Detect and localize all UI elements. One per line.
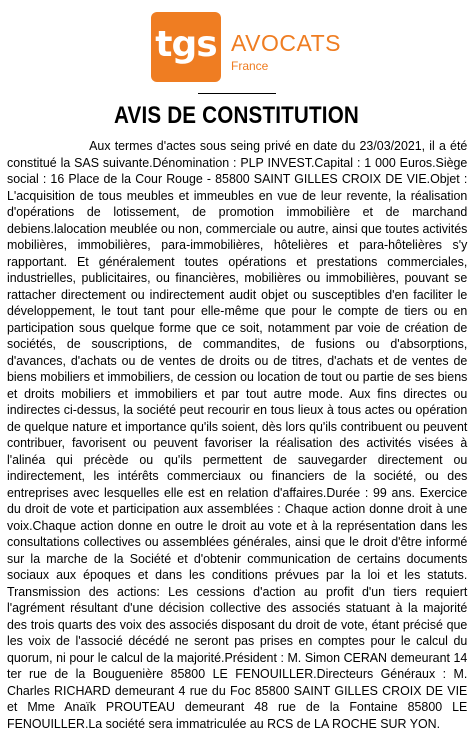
- tgs-logo-mark: [151, 12, 221, 82]
- logo-country: France: [231, 59, 269, 73]
- logo-firm-name: AVOCATS: [231, 30, 341, 56]
- tgs-avocats-logo: [151, 12, 341, 82]
- notice-body: Aux termes d'actes sous seing privé en date du 23/03/2021, il a été constitué la SAS suivante.Dénomination : PLP INVEST.Capital : 1 000 Euros.Siège social : 16 Place de la Cour Rouge - 85800 SAINT GILLES CROIX DE VIE.Objet : L'acquisition de tous meubles et immeubles en vue de leur revente, la réalisation d'opérations de lotissement, de promotion immobilière et de marchand debiens.lalocation meublée ou non, commerciale ou autre, ainsi que toutes activités mobilières, immobilières, para-immobilières, hôtelières et para-hôtelières s'y rapportant. Et généralement toutes opérations et prestations commerciales, industrielles, publicitaires, ou financières, mobilières ou immobilières, pouvant se rattacher directement ou indirectement audit objet ou susceptibles d'en faciliter le développement, le tout tant pour elle-même que pour le compte de tiers ou en participation sous quelque forme que ce soit, notamment par voie de création de sociétés, de souscriptions, de commandites, de fusions ou d'absorptions, d'avances, d'achats ou de ventes de droits ou de titres, d'achats et de ventes de biens mobiliers et immobiliers, de cession ou location de tout ou partie de ses biens et droits mobiliers et immobiliers et par tout autre mode. Aux fins directes ou indirectes ci-dessus, la société peut recourir en tous lieux à tous actes ou opération de quelque nature et importance qu'ils soient, dès lors qu'ils contribuent ou peuvent contribuer, favorisent ou peuvent favoriser la réalisation des activités visées à l'alinéa qui précède ou qu'ils permettent de sauvegarder directement ou indirectement, les intérêts commerciaux ou financiers de la société, ou des entreprises avec lesquelles elle est en relation d'affaires.Durée : 99 ans. Exercice du droit de vote et participation aux assemblées : Chaque action donne droit à une voix.Chaque action donne en outre le droit au vote et à la représentation dans les consultations collectives ou assemblées générales, ainsi que le droit d'être informé sur la marche de la Société et d'obtenir communication de certains documents sociaux aux époques et dans les conditions prévues par la loi et les statuts. Transmission des actions: Les cessions d'action au profit d'un tiers requiert l'agrément résultant d'une décision collective des associés statuant à la majorité des trois quarts des voix des associés disposant du droit de vote, étant précisé que les voix de l'associé décédé ne seront pas prises en comptes pour le calcul du quorum, ni pour le calcul de la majorité.Président : M. Simon CERAN demeurant 14 ter rue de la Bouguenière 85800 LE FENOUILLER.Directeurs Généraux : M. Charles RICHARD demeurant 4 rue du Foc 85800 SAINT GILLES CROIX DE VIE et Mme Anaïk PROUTEAU demeurant 48 rue de la Fontaine 85800 LE FENOUILLER.La société sera immatriculée au RCS de LA ROCHE SUR YON.: [7, 138, 468, 731]
- title-divider: [198, 93, 276, 94]
- logo-mark-text: tgs: [155, 23, 217, 65]
- notice-title: AVIS DE CONSTITUTION: [113, 102, 360, 129]
